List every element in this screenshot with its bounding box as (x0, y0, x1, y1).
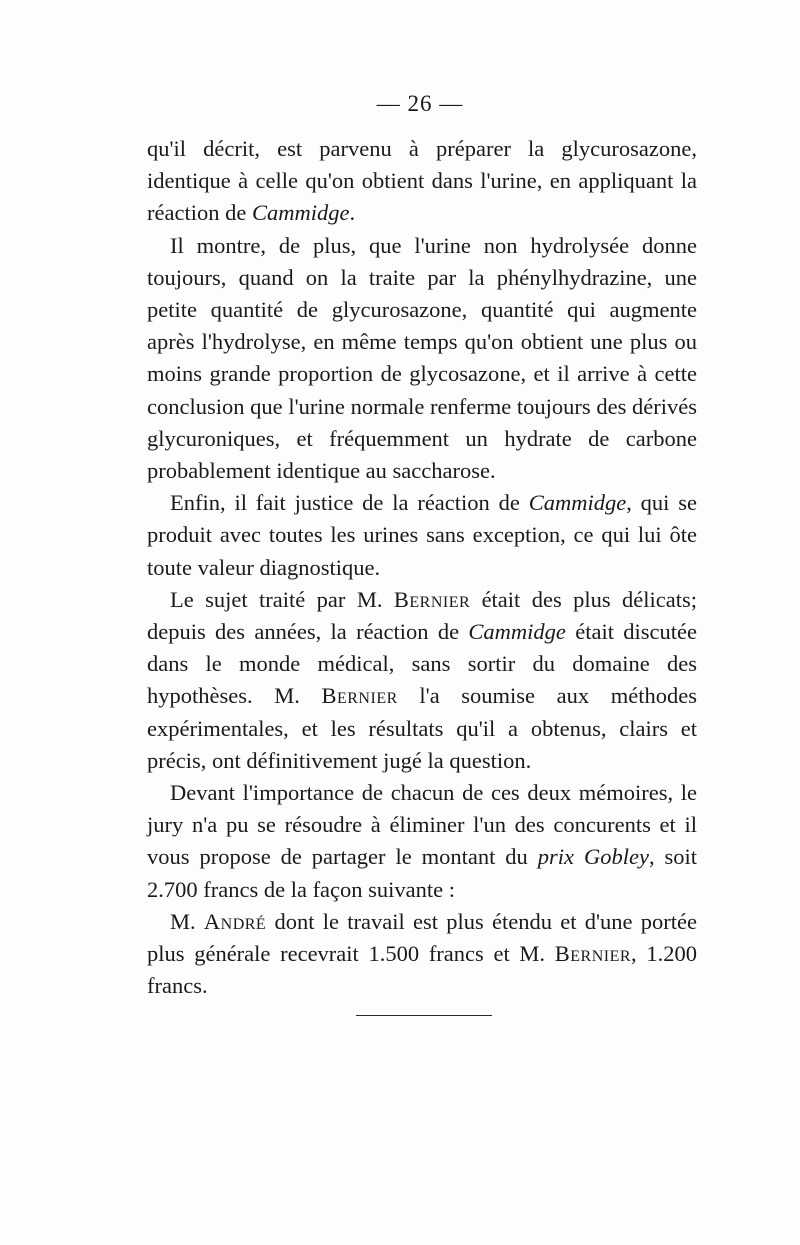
italic-text: Cammidge (251, 200, 350, 226)
text-run: était des plus délicats; depuis des années, la réaction de (147, 586, 697, 645)
person-name: André (203, 908, 267, 934)
body-text (147, 133, 697, 1002)
text-run: qu'il décrit, est parvenu à préparer la glycurosazone, identique à celle qu'on obtient dans l'urine, en appliquant la réaction de (147, 136, 697, 226)
paragraph (147, 487, 697, 584)
italic-text: prix Gobley (537, 844, 649, 870)
text-run: Enfin, il fait justice de la réaction de (170, 490, 529, 516)
italic-text: Cammidge (528, 490, 627, 516)
person-name: Bernier (321, 683, 398, 709)
paragraph (147, 584, 697, 777)
text-run: , qui se produit avec toutes les urines sans exception, ce qui lui ôte toute valeur diagnostique. (147, 490, 697, 580)
italic-text: Cammidge (468, 619, 566, 645)
text-run: , soit 2.700 francs de la façon suivante : (147, 844, 698, 902)
text-run: était discutée dans le monde médical, sans sortir du domaine des hypothèses. M. (147, 619, 697, 709)
text-run: Devant l'importance de chacun de ces deux mémoires, le jury n'a pu se résoudre à éliminer l'un des concurents et il vous propose de partager le montant du (147, 780, 697, 870)
text-run: l'a soumise aux méthodes expérimentales, et les résultats qu'il a obtenus, clairs et précis, ont définitivement jugé la question. (147, 683, 697, 773)
person-name: Bernier (554, 941, 632, 967)
paragraph (147, 777, 697, 906)
text-run: dont le travail est plus étendu et d'une portée plus générale recevrait 1.500 francs et M. (147, 908, 697, 967)
section-divider (356, 1015, 492, 1016)
text-run: , 1.200 francs. (147, 941, 697, 999)
paragraph (147, 230, 697, 488)
person-name: Bernier (393, 586, 471, 612)
page-number: — 26 — (376, 91, 464, 116)
text-run: . (349, 200, 356, 226)
text-run: Le sujet traité par M. (170, 586, 394, 612)
text-run: Il montre, de plus, que l'urine non hydrolysée donne toujours, quand on la traite par la phénylhydrazine, une petite quantité de glycurosazone, quantité qui augmente après l'hydrolyse, en même temps qu'on obtient une plus ou moins grande proportion de glycosazone, et il arrive à cette conclusion que l'urine normale renferme toujours des dérivés glycuroniques, et fréquemment un hydrate de carbone probablement identique au saccharose. (147, 232, 697, 484)
paragraph (147, 906, 697, 1003)
text-run: M. (170, 908, 204, 934)
paragraph (147, 133, 697, 230)
